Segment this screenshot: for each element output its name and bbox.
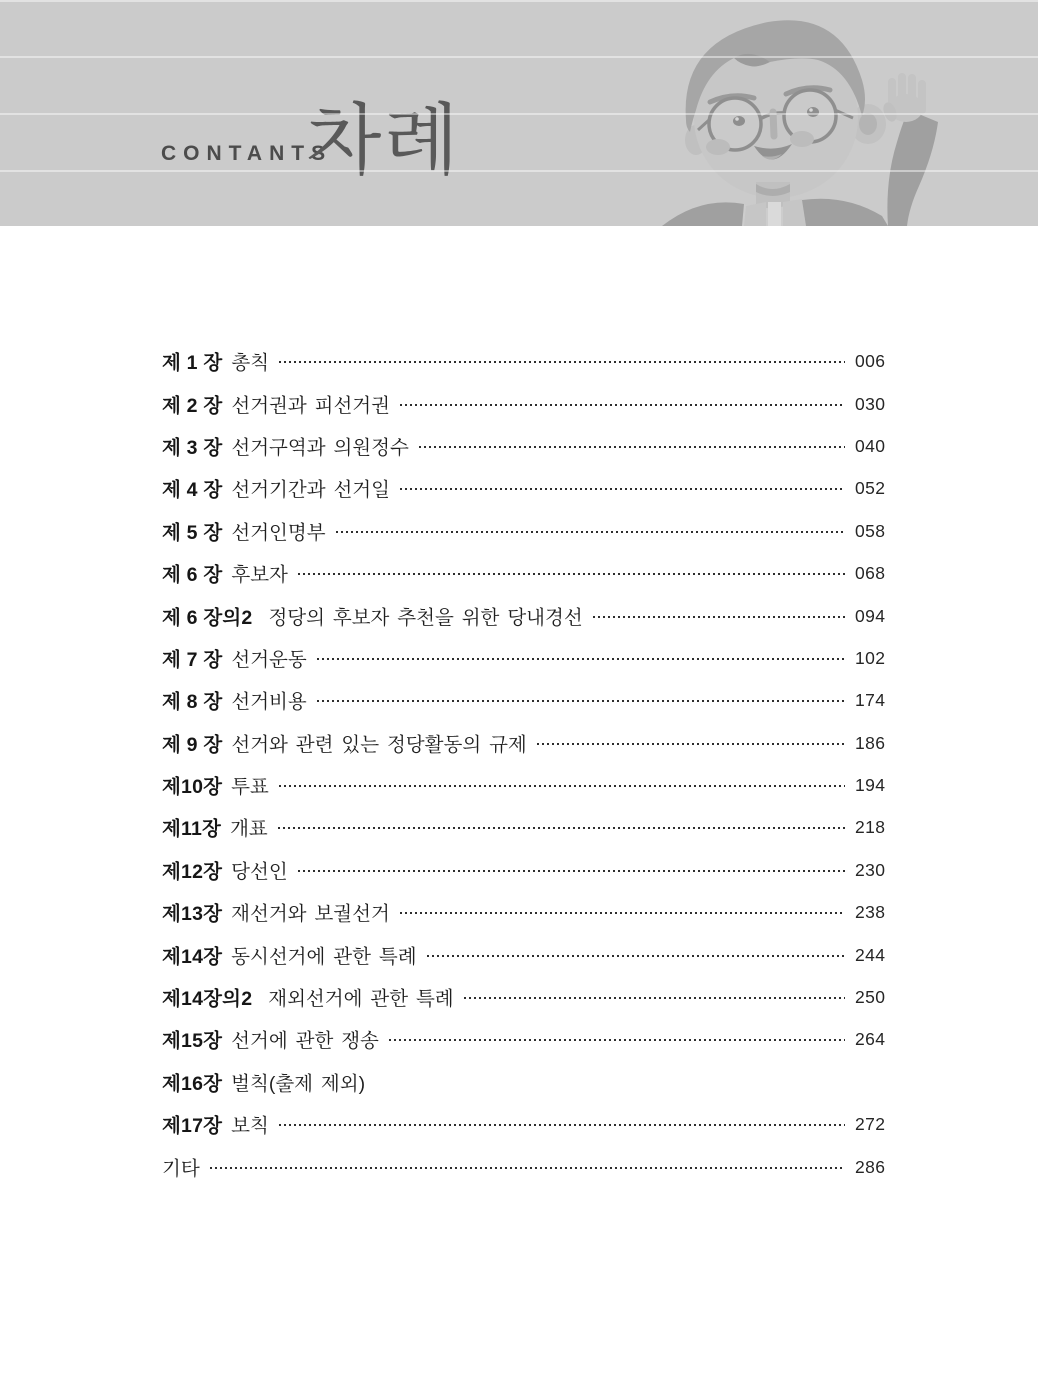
chapter-label: 제 9 장	[162, 733, 223, 756]
dotted-leader	[419, 446, 845, 448]
toc-row	[162, 637, 895, 679]
chapter-title: 선거기간과 선거일	[231, 479, 390, 502]
chapter-title: 총칙	[231, 352, 270, 375]
toc-row	[162, 1145, 895, 1187]
page-number: 286	[855, 1156, 886, 1177]
dotted-leader	[400, 404, 845, 406]
chapter-title: 선거와 관련 있는 정당활동의 규제	[231, 733, 527, 756]
chapter-label: 제 1 장	[162, 352, 223, 375]
chapter-title: 재선거와 보궐선거	[231, 903, 390, 926]
dotted-leader	[537, 743, 845, 745]
chapter-title: 선거인명부	[231, 521, 326, 544]
contents-eyebrow-label: CONTANTS	[161, 142, 333, 165]
toc-row	[162, 933, 895, 975]
chapter-title: 정당의 후보자 추천을 위한 당내경선	[268, 606, 583, 629]
toc-row	[162, 382, 895, 424]
chapter-title: 재외선거에 관한 특례	[268, 988, 454, 1011]
chapter-label: 제17장	[162, 1115, 223, 1138]
dotted-leader	[210, 1167, 845, 1169]
dotted-leader	[400, 912, 845, 914]
toc-row	[162, 722, 895, 764]
dotted-leader	[336, 531, 845, 533]
toc-row	[162, 806, 895, 848]
chapter-label: 제11장	[162, 818, 222, 841]
page-number: 094	[855, 605, 886, 626]
toc-row	[162, 1103, 895, 1145]
toc-row	[162, 976, 895, 1018]
chapter-label: 제14장의2	[162, 988, 253, 1011]
page-number: 102	[855, 647, 886, 668]
page-title: 차례	[306, 96, 461, 184]
chapter-label: 제14장	[162, 945, 223, 968]
chapter-label: 제 4 장	[162, 479, 223, 502]
dotted-leader	[279, 361, 845, 363]
page-number: 272	[855, 1114, 886, 1135]
page-number: 058	[855, 520, 886, 541]
toc-row	[162, 594, 895, 636]
page-number: 238	[855, 902, 886, 923]
chapter-title: 선거구역과 의원정수	[231, 436, 409, 459]
chapter-label: 제13장	[162, 903, 223, 926]
toc-row	[162, 891, 895, 933]
dotted-leader	[464, 997, 845, 999]
toc-row	[162, 849, 895, 891]
page-number: 250	[855, 987, 886, 1008]
chapter-label: 제16장	[162, 1072, 223, 1095]
page-number: 230	[855, 859, 886, 880]
toc-row	[162, 1061, 895, 1103]
toc-row	[162, 1018, 895, 1060]
dotted-leader	[298, 573, 845, 575]
page-number: 052	[855, 478, 886, 499]
page-number: 068	[855, 563, 886, 584]
dotted-leader	[389, 1039, 845, 1041]
page-number: 264	[855, 1029, 886, 1050]
dotted-leader	[279, 1124, 845, 1126]
page-number: 244	[855, 944, 886, 965]
dotted-leader	[400, 488, 845, 490]
dotted-leader	[317, 700, 845, 702]
chapter-label: 제 6 장	[162, 564, 223, 587]
toc-row	[162, 764, 895, 806]
dotted-leader	[278, 827, 845, 829]
toc-row	[162, 467, 895, 509]
chapter-title: 기타	[162, 1157, 200, 1180]
page-number: 218	[855, 817, 886, 838]
header-band	[0, 0, 1038, 226]
toc-row	[162, 425, 895, 467]
chapter-title: 개표	[230, 818, 268, 841]
dotted-leader	[427, 955, 845, 957]
chapter-title: 벌칙(출제 제외)	[231, 1072, 366, 1095]
chapter-label: 제 2 장	[162, 394, 223, 417]
chapter-title: 후보자	[231, 564, 288, 587]
dotted-leader	[298, 870, 845, 872]
chapter-title: 선거비용	[231, 691, 307, 714]
chapter-label: 제 3 장	[162, 436, 223, 459]
dotted-leader	[317, 658, 845, 660]
chapter-title: 투표	[231, 776, 269, 799]
chapter-label: 제 5 장	[162, 521, 223, 544]
page-number: 174	[855, 690, 886, 711]
chapter-title: 동시선거에 관한 특례	[231, 945, 417, 968]
dotted-leader	[279, 785, 845, 787]
chapter-label: 제 6 장의2	[162, 606, 253, 629]
chapter-label: 제 7 장	[162, 648, 223, 671]
chapter-label: 제10장	[162, 776, 223, 799]
toc-row	[162, 552, 895, 594]
page-number: 006	[855, 351, 886, 372]
toc-row	[162, 679, 895, 721]
chapter-title: 보칙	[231, 1115, 269, 1138]
chapter-title: 당선인	[231, 860, 288, 883]
waving-character-illustration	[650, 0, 980, 226]
chapter-label: 제12장	[162, 860, 223, 883]
toc-row	[162, 510, 895, 552]
toc-row	[162, 340, 895, 382]
dotted-leader	[593, 616, 845, 618]
toc-list	[162, 340, 895, 1188]
chapter-title: 선거에 관한 쟁송	[231, 1030, 379, 1053]
chapter-label: 제15장	[162, 1030, 223, 1053]
chapter-title: 선거권과 피선거권	[231, 394, 390, 417]
page-number: 194	[855, 775, 886, 796]
chapter-title: 선거운동	[231, 648, 307, 671]
chapter-label: 제 8 장	[162, 691, 223, 714]
page-number: 186	[855, 732, 886, 753]
page-number: 040	[855, 435, 886, 456]
page-number: 030	[855, 393, 886, 414]
